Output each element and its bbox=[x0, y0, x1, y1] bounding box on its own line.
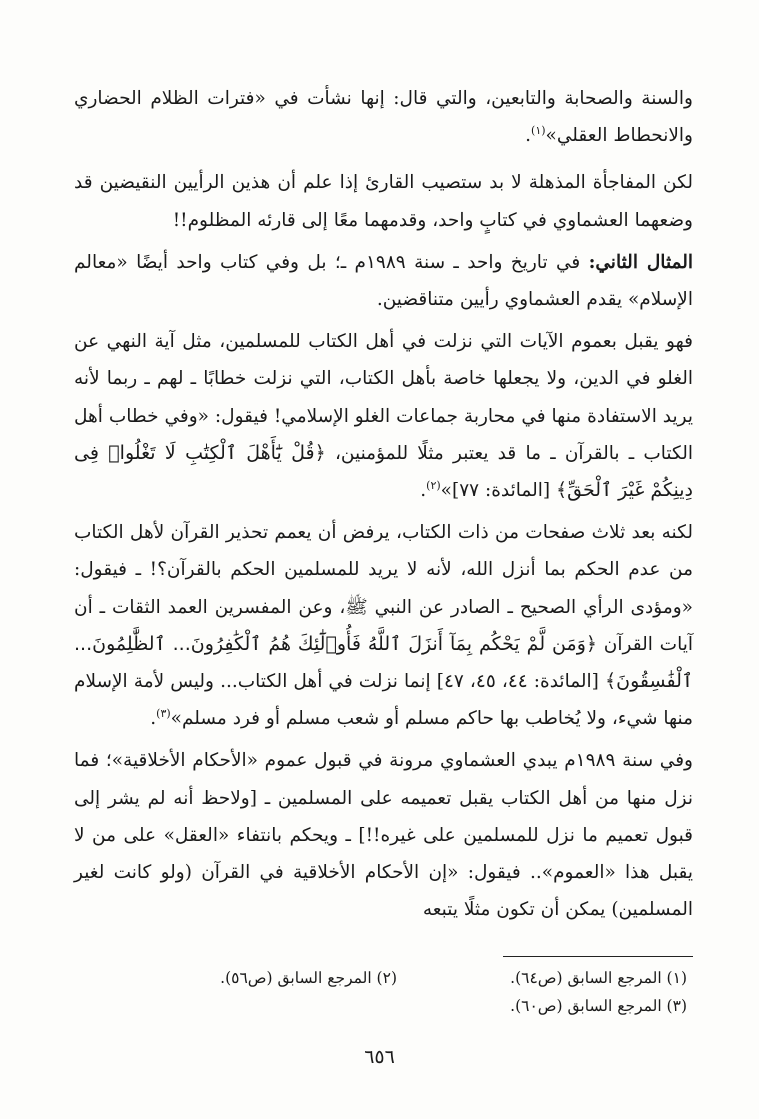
verse-citation-2: [المائدة: ٤٤، ٤٥، ٤٧] إنما نزلت في أهل الكتاب... وليس لأمة الإسلام منها شيء، ولا يُخاطب بها حاكم مسلم أو شعب مسلم أو فرد مسلم» bbox=[74, 671, 693, 730]
paragraph-3-text: في تاريخ واحد ـ سنة ١٩٨٩م ـ؛ بل وفي كتاب واحد أيضًا «معالم الإسلام» يقدم العشماوي رأيين متناقضين. bbox=[74, 251, 693, 311]
paragraph-4 bbox=[74, 323, 693, 509]
footnote-3: (٣) المرجع السابق (ص٦٠). bbox=[510, 997, 687, 1015]
footnote-row bbox=[74, 964, 687, 992]
paragraph-4-end: . bbox=[420, 480, 427, 502]
footnote-1: (١) المرجع السابق (ص٦٤). bbox=[510, 969, 687, 987]
footnote-ref-3: (٣) bbox=[156, 707, 171, 721]
paragraph-5-text: لكنه بعد ثلاث صفحات من ذات الكتاب، يرفض أن يعمم تحذير القرآن لأهل الكتاب من عدم الحكم بما أنزل الله، لأنه لا يريد للمسلمين الحكم بالقرآن؟! ـ فيقول: «ومؤدى الرأي الصحيح ـ الصادر عن النبي ﷺ، وعن المفسرين العمد الثقات ـ أن آيات القرآن bbox=[74, 522, 694, 655]
footnote-2: (٢) المرجع السابق (ص٥٦). bbox=[220, 969, 397, 987]
footnote-ref-2: (٢) bbox=[426, 478, 441, 492]
paragraph-5 bbox=[74, 514, 693, 737]
paragraph-2: لكن المفاجأة المذهلة لا بد ستصيب القارئ إذا علم أن هذين الرأيين النقيضين قد وضعهما العشماوي في كتابٍ واحد، وقدمهما معًا إلى قارئه المظلوم!! bbox=[74, 172, 693, 231]
quran-verse-2: ﴿وَمَن لَّمْ يَحْكُم بِمَآ أَنزَلَ ٱللَّهُ فَأُو۟لَٰٓئِكَ هُمُ ٱلْكَٰفِرُونَ... ٱلظَّٰلِمُونَ... ٱلْفَٰسِقُونَ﴾ bbox=[74, 632, 693, 693]
footnotes bbox=[74, 964, 687, 1020]
footnote-separator bbox=[503, 956, 693, 957]
paragraph-1 bbox=[74, 80, 693, 154]
paragraph-1-end: . bbox=[525, 125, 532, 147]
quran-verse-1: ﴿قُلْ يَٰٓأَهْلَ ٱلْكِتَٰبِ لَا تَغْلُوا۟ فِى دِينِكُمْ غَيْرَ ٱلْحَقِّ﴾ bbox=[74, 441, 693, 502]
footnote-row bbox=[74, 992, 687, 1020]
example-heading: المثال الثاني: bbox=[588, 251, 694, 273]
paragraph-3 bbox=[74, 244, 693, 318]
paragraph-5-end: . bbox=[150, 708, 157, 730]
paragraph-1-text: والسنة والصحابة والتابعين، والتي قال: إنها نشأت في «فترات الظلام الحضاري والانحطاط العقلي» bbox=[74, 88, 693, 147]
paragraph-4-text: فهو يقبل بعموم الآيات التي نزلت في أهل الكتاب للمسلمين، مثل آية النهي عن الغلو في الدين، ولا يجعلها خاصة بأهل الكتاب، التي نزلت خطابًا ـ لهم ـ ربما لأنه يريد الاستفادة منها في محاربة جماعات الغلو الإسلامي! فيقول: «وفي خطاب أهل الكتاب ـ بالقرآن ـ ما قد يعتبر مثلًا للمؤمنين، bbox=[74, 331, 694, 464]
page-number: ٦٥٦ bbox=[364, 1046, 395, 1068]
footnote-ref-1: (١) bbox=[531, 124, 546, 138]
verse-citation-1: [المائدة: ٧٧]» bbox=[440, 480, 556, 502]
paragraph-6: وفي سنة ١٩٨٩م يبدي العشماوي مرونة في قبول عموم «الأحكام الأخلاقية»؛ فما نزل منها من أهل الكتاب يقبل تعميمه على المسلمين ـ [ولاحظ أنه لم يشر إلى قبول تعميم ما نزل للمسلمين على غيره!!] ـ ويحكم بانتفاء «العقل» على من لا يقبل هذا «العموم».. فيقول: «إن الأحكام الأخلاقية في القرآن (ولو كانت لغير المسلمين) يمكن أن تكون مثلًا يتبعه bbox=[74, 750, 693, 921]
